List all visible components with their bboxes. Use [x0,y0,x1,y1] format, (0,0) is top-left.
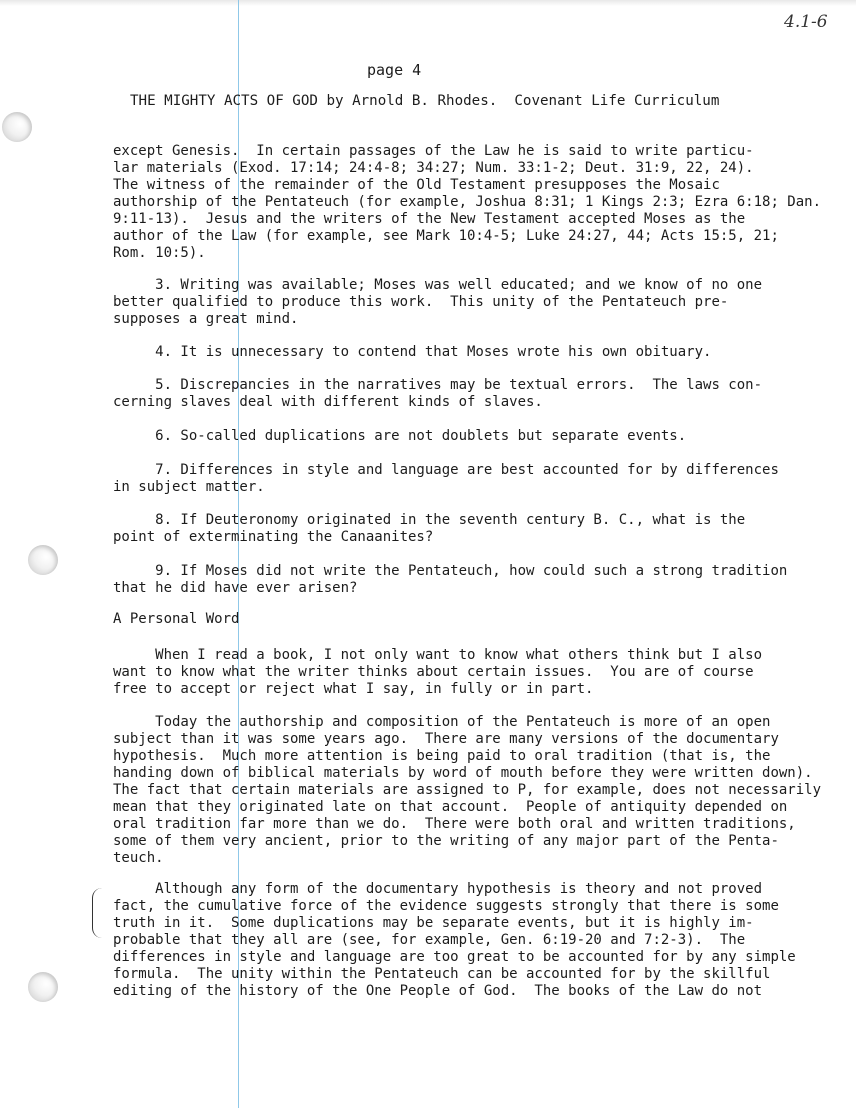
paragraph-continuation: except Genesis. In certain passages of the Law he is said to write particu- lar materials (Exod. 17:14; 24:4-8; 34:27; Num. 33:1-2; Deut. 31:9, 22, 24). The witness of the remainder of the Old Testament presupposes the Mosaic authorship of the Pentateuch (for example, Joshua 8:31; 1 Kings 2:3; Ezra 6:18; Dan. 9:11-13). Jesus and the writers of the New Testament accepted Moses as the author of the Law (for example, see Mark 10:4-5; Luke 24:27, 44; Acts 15:5, 21; Rom. 10:5). [113,143,822,261]
punch-hole-bottom [28,972,58,1002]
paragraph-documentary-hypothesis: Although any form of the documentary hypothesis is theory and not proved fact, the cumulative force of the evidence suggests strongly that there is some truth in it. Some duplications may be separate events, but it is highly im- probable that they all are (see, for example, Gen. 6:19-20 and 7:2-3). The differences in style and language are too great to be accounted for by any simple formula. The unity within the Pentateuch can be accounted for by the skillful editing of the history of the One People of God. The books of the Law do not [113,881,796,999]
section-subheading: A Personal Word [113,611,240,627]
paragraph-point-9: 9. If Moses did not write the Pentateuch, how could such a strong tradition that he did have ever arisen? [113,563,788,596]
paragraph-point-6: 6. So-called duplications are not doublets but separate events. [113,428,687,444]
paragraph-point-5: 5. Discrepancies in the narratives may be textual errors. The laws con- cerning slaves deal with different kinds of slaves. [113,377,763,410]
handwritten-note: 4.1-6 [784,12,828,32]
paragraph-point-7: 7. Differences in style and language are best accounted for by differences in subject matter. [113,462,779,495]
punch-hole-middle [28,545,58,575]
page-number: page 4 [367,61,422,79]
document-heading: THE MIGHTY ACTS OF GOD by Arnold B. Rhodes. Covenant Life Curriculum [130,93,720,109]
paragraph-point-3: 3. Writing was available; Moses was well educated; and we know of no one better qualified to produce this work. This unity of the Pentateuch pre- supposes a great mind. [113,277,763,327]
paragraph-personal-word: When I read a book, I not only want to know what others think but I also want to know what the writer thinks about certain issues. You are of course free to accept or reject what I say, in fully or in part. [113,647,763,697]
paragraph-authorship: Today the authorship and composition of the Pentateuch is more of an open subject than it was some years ago. There are many versions of the documentary hypothesis. Much more attention is being paid to oral tradition (that is, the handing down of biblical materials by word of mouth before they were written down). The fact that certain materials are assigned to P, for example, does not necessarily mean that they originated late on that account. People of antiquity depended on oral tradition far more than we do. There were both oral and written traditions, some of them very ancient, prior to the writing of any major part of the Penta- teuch. [113,714,822,866]
punch-hole-top [2,112,32,142]
scan-edge [0,0,856,6]
paragraph-point-8: 8. If Deuteronomy originated in the seventh century B. C., what is the point of exterminating the Canaanites? [113,512,746,545]
handwritten-bracket [92,888,105,938]
paragraph-point-4: 4. It is unnecessary to contend that Moses wrote his own obituary. [113,344,712,360]
